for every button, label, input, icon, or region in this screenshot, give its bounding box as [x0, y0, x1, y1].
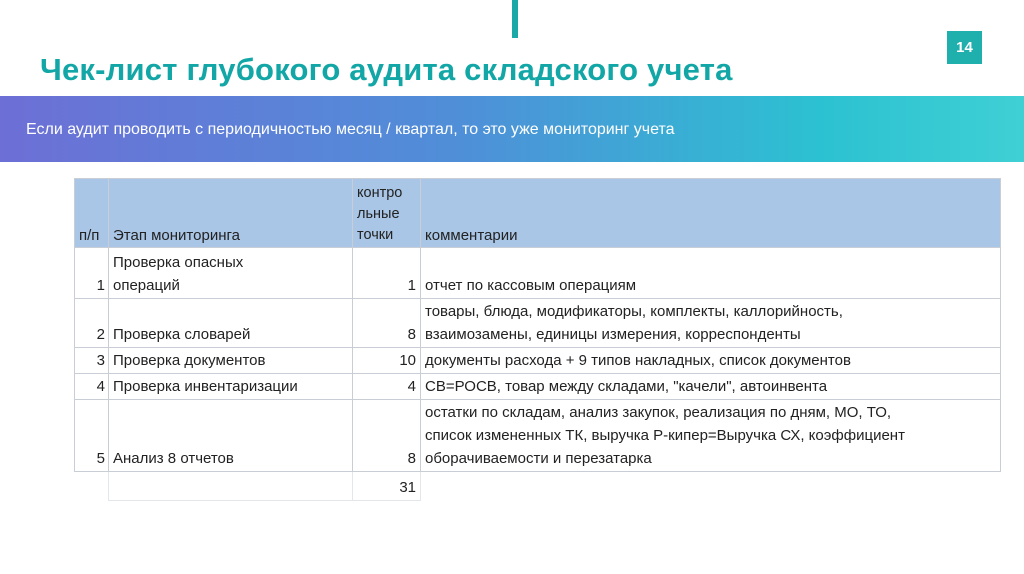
header-index: п/п	[75, 179, 109, 248]
header-points-line1: контро	[357, 185, 403, 201]
row-stage: Проверка документов	[109, 348, 353, 374]
row-comment: СВ=РОСВ, товар между складами, "качели", автоинвента	[421, 374, 1001, 400]
total-row	[75, 472, 1001, 501]
row-points: 10	[353, 348, 421, 374]
row-comment-line3: оборачиваемости и перезатарка	[425, 450, 652, 467]
page-number-badge: 14	[947, 31, 982, 64]
header-points	[353, 179, 421, 248]
row-comment	[421, 299, 1001, 348]
row-stage: Проверка словарей	[109, 299, 353, 348]
row-comment-line2: взаимозамены, единицы измерения, корреспонденты	[425, 326, 801, 343]
subtitle-text: Если аудит проводить с периодичностью месяц / квартал, то это уже мониторинг учета	[26, 121, 675, 138]
table-row	[75, 299, 1001, 348]
row-points: 4	[353, 374, 421, 400]
checklist-table	[74, 178, 1001, 501]
row-index: 2	[75, 299, 109, 348]
table-header-row	[75, 179, 1001, 248]
total-blank-stage	[109, 472, 353, 501]
row-comment	[421, 400, 1001, 472]
row-points: 1	[353, 248, 421, 299]
table-row	[75, 248, 1001, 299]
total-blank-index	[75, 472, 109, 501]
row-points: 8	[353, 299, 421, 348]
row-points: 8	[353, 400, 421, 472]
row-comment-line2: список измененных ТК, выручка Р-кипер=Выручка СХ, коэффициент	[425, 427, 905, 444]
subtitle-banner	[0, 96, 1024, 162]
row-comment: отчет по кассовым операциям	[421, 248, 1001, 299]
row-stage: Анализ 8 отчетов	[109, 400, 353, 472]
total-points: 31	[353, 472, 421, 501]
total-blank-comment	[421, 472, 1001, 501]
row-index: 5	[75, 400, 109, 472]
row-stage	[109, 248, 353, 299]
table-row	[75, 348, 1001, 374]
row-index: 3	[75, 348, 109, 374]
row-stage-line2: операций	[113, 277, 180, 294]
row-stage-line1: Проверка опасных	[113, 254, 244, 271]
slide-title: Чек-лист глубокого аудита складского учета	[40, 52, 733, 87]
row-comment: документы расхода + 9 типов накладных, список документов	[421, 348, 1001, 374]
checklist-table-container	[74, 178, 1000, 501]
table-row	[75, 400, 1001, 472]
header-comments: комментарии	[421, 179, 1001, 248]
table-row	[75, 374, 1001, 400]
row-comment-line1: остатки по складам, анализ закупок, реализация по дням, МО, ТО,	[425, 404, 892, 421]
row-stage: Проверка инвентаризации	[109, 374, 353, 400]
header-points-line3: точки	[357, 227, 394, 243]
top-accent-bar	[512, 0, 518, 38]
header-points-line2: льные	[357, 206, 400, 222]
row-comment-line1: товары, блюда, модификаторы, комплекты, каллорийность,	[425, 303, 843, 320]
header-stage: Этап мониторинга	[109, 179, 353, 248]
row-index: 4	[75, 374, 109, 400]
row-index: 1	[75, 248, 109, 299]
